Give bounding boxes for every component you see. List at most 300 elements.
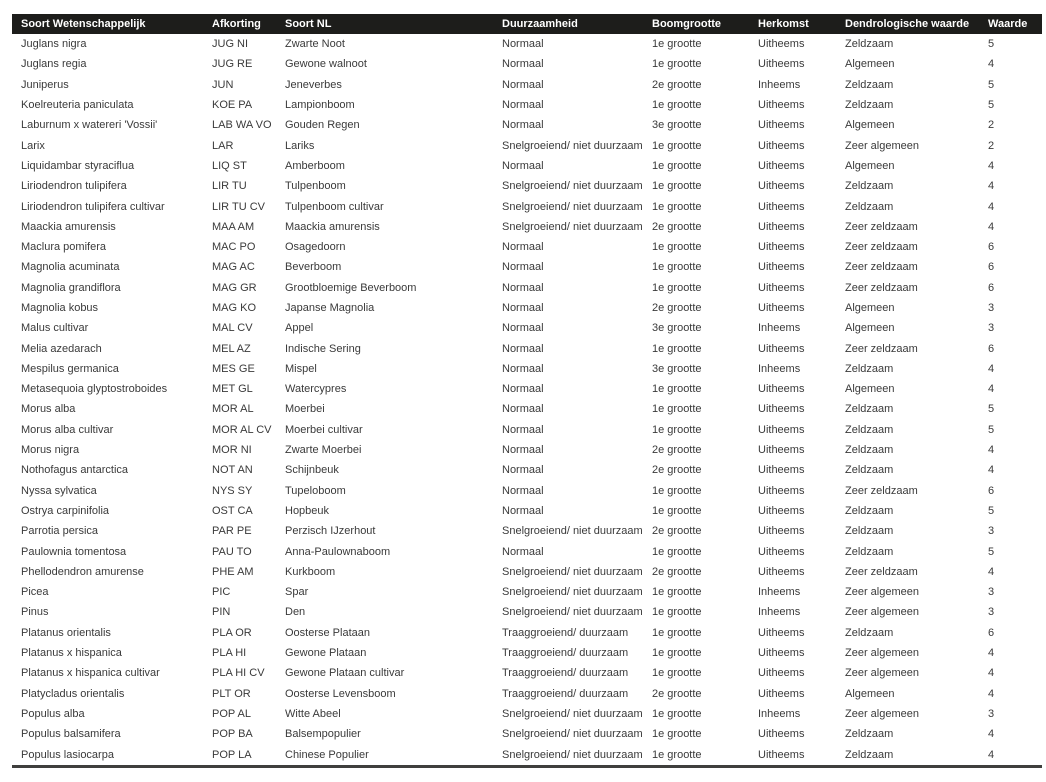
cell-soort-wetenschappelijk: Platanus orientalis bbox=[21, 626, 111, 639]
table-row bbox=[12, 744, 1042, 764]
cell-boomgrootte: 2e grootte bbox=[652, 464, 702, 477]
cell-soort-nl: Den bbox=[285, 606, 306, 619]
cell-duurzaamheid: Normaal bbox=[502, 99, 544, 112]
cell-soort-nl: Hopbeuk bbox=[285, 504, 330, 517]
cell-soort-wetenschappelijk: Malus cultivar bbox=[21, 322, 89, 335]
table-row bbox=[12, 196, 1042, 216]
cell-boomgrootte: 1e grootte bbox=[652, 626, 702, 639]
cell-soort-wetenschappelijk: Magnolia acuminata bbox=[21, 261, 120, 274]
cell-soort-nl: Lampionboom bbox=[285, 99, 355, 112]
cell-duurzaamheid: Traaggroeiend/ duurzaam bbox=[502, 687, 629, 700]
cell-soort-nl: Gewone Plataan cultivar bbox=[285, 667, 405, 680]
cell-afkorting: MES GE bbox=[212, 362, 255, 375]
cell-dendrologische-waarde: Zeldzaam bbox=[845, 728, 894, 741]
cell-afkorting: PLA HI CV bbox=[212, 667, 265, 680]
table-row bbox=[12, 257, 1042, 277]
cell-soort-wetenschappelijk: Magnolia grandiflora bbox=[21, 281, 121, 294]
cell-dendrologische-waarde: Zeer zeldzaam bbox=[845, 342, 918, 355]
table-row bbox=[12, 724, 1042, 744]
table-row bbox=[12, 623, 1042, 643]
cell-waarde: 6 bbox=[988, 261, 995, 274]
cell-afkorting: PHE AM bbox=[212, 565, 254, 578]
cell-soort-nl: Maackia amurensis bbox=[285, 220, 380, 233]
cell-boomgrootte: 1e grootte bbox=[652, 159, 702, 172]
cell-soort-nl: Tulpenboom cultivar bbox=[285, 200, 384, 213]
cell-herkomst: Uitheems bbox=[758, 58, 805, 71]
table-row bbox=[12, 521, 1042, 541]
cell-dendrologische-waarde: Zeldzaam bbox=[845, 464, 894, 477]
cell-boomgrootte: 1e grootte bbox=[652, 139, 702, 152]
cell-soort-wetenschappelijk: Paulownia tomentosa bbox=[21, 545, 127, 558]
cell-herkomst: Uitheems bbox=[758, 647, 805, 660]
cell-herkomst: Uitheems bbox=[758, 139, 805, 152]
cell-duurzaamheid: Normaal bbox=[502, 302, 544, 314]
cell-afkorting: MOR NI bbox=[212, 444, 252, 457]
cell-afkorting: MAG KO bbox=[212, 302, 257, 314]
cell-duurzaamheid: Snelgroeiend/ niet duurzaam bbox=[502, 180, 643, 193]
cell-afkorting: LAR bbox=[212, 139, 234, 152]
cell-dendrologische-waarde: Zeldzaam bbox=[845, 362, 894, 375]
cell-soort-wetenschappelijk: Platanus x hispanica cultivar bbox=[21, 667, 160, 680]
cell-herkomst: Uitheems bbox=[758, 281, 805, 294]
cell-waarde: 6 bbox=[988, 484, 995, 497]
cell-waarde: 2 bbox=[988, 139, 995, 152]
cell-boomgrootte: 1e grootte bbox=[652, 403, 702, 416]
cell-herkomst: Inheems bbox=[758, 362, 801, 375]
cell-duurzaamheid: Normaal bbox=[502, 119, 544, 132]
cell-dendrologische-waarde: Zeer algemeen bbox=[845, 606, 919, 619]
table-row bbox=[12, 663, 1042, 683]
cell-dendrologische-waarde: Zeldzaam bbox=[845, 525, 894, 538]
cell-herkomst: Uitheems bbox=[758, 159, 805, 172]
cell-boomgrootte: 2e grootte bbox=[652, 565, 702, 578]
cell-dendrologische-waarde: Zeer algemeen bbox=[845, 139, 919, 152]
next-page-header-partial bbox=[12, 765, 1042, 768]
table-row bbox=[12, 95, 1042, 115]
cell-waarde: 4 bbox=[988, 464, 995, 477]
cell-dendrologische-waarde: Algemeen bbox=[845, 119, 895, 132]
cell-boomgrootte: 1e grootte bbox=[652, 748, 702, 761]
cell-soort-wetenschappelijk: Juglans nigra bbox=[21, 38, 87, 51]
cell-boomgrootte: 1e grootte bbox=[652, 180, 702, 193]
cell-boomgrootte: 1e grootte bbox=[652, 99, 702, 112]
cell-afkorting: MAA AM bbox=[212, 220, 255, 233]
cell-afkorting: JUN bbox=[212, 78, 234, 91]
cell-waarde: 3 bbox=[988, 707, 995, 720]
table-row bbox=[12, 278, 1042, 298]
cell-dendrologische-waarde: Zeldzaam bbox=[845, 748, 894, 761]
cell-herkomst: Uitheems bbox=[758, 342, 805, 355]
cell-dendrologische-waarde: Zeldzaam bbox=[845, 403, 894, 416]
column-header-waarde: Waarde bbox=[988, 18, 1028, 30]
cell-soort-nl: Gewone walnoot bbox=[285, 58, 367, 71]
cell-soort-wetenschappelijk: Maclura pomifera bbox=[21, 241, 106, 254]
cell-boomgrootte: 2e grootte bbox=[652, 220, 702, 233]
cell-duurzaamheid: Snelgroeiend/ niet duurzaam bbox=[502, 220, 643, 233]
cell-duurzaamheid: Normaal bbox=[502, 322, 544, 335]
cell-dendrologische-waarde: Zeer algemeen bbox=[845, 647, 919, 660]
cell-soort-wetenschappelijk: Liriodendron tulipifera cultivar bbox=[21, 200, 165, 213]
cell-soort-wetenschappelijk: Populus alba bbox=[21, 707, 85, 720]
cell-soort-nl: Chinese Populier bbox=[285, 748, 369, 761]
cell-dendrologische-waarde: Zeldzaam bbox=[845, 78, 894, 91]
cell-boomgrootte: 1e grootte bbox=[652, 667, 702, 680]
table-row bbox=[12, 541, 1042, 561]
cell-duurzaamheid: Normaal bbox=[502, 38, 544, 51]
cell-dendrologische-waarde: Zeldzaam bbox=[845, 626, 894, 639]
column-header-soort-wetenschappelijk: Soort Wetenschappelijk bbox=[21, 18, 146, 30]
cell-duurzaamheid: Normaal bbox=[502, 58, 544, 71]
cell-waarde: 4 bbox=[988, 383, 995, 396]
cell-dendrologische-waarde: Zeer zeldzaam bbox=[845, 565, 918, 578]
cell-boomgrootte: 1e grootte bbox=[652, 728, 702, 741]
cell-herkomst: Inheems bbox=[758, 707, 801, 720]
cell-soort-wetenschappelijk: Larix bbox=[21, 139, 45, 152]
cell-boomgrootte: 1e grootte bbox=[652, 545, 702, 558]
cell-afkorting: POP AL bbox=[212, 707, 251, 720]
cell-boomgrootte: 1e grootte bbox=[652, 241, 702, 254]
cell-boomgrootte: 2e grootte bbox=[652, 444, 702, 457]
cell-afkorting: MOR AL bbox=[212, 403, 254, 416]
cell-waarde: 4 bbox=[988, 728, 995, 741]
cell-boomgrootte: 1e grootte bbox=[652, 504, 702, 517]
cell-herkomst: Uitheems bbox=[758, 444, 805, 457]
cell-duurzaamheid: Normaal bbox=[502, 504, 544, 517]
cell-soort-nl: Spar bbox=[285, 586, 309, 599]
cell-herkomst: Inheems bbox=[758, 606, 801, 619]
cell-soort-wetenschappelijk: Metasequoia glyptostroboides bbox=[21, 383, 168, 396]
cell-waarde: 4 bbox=[988, 444, 995, 457]
table-row bbox=[12, 684, 1042, 704]
cell-soort-wetenschappelijk: Platanus x hispanica bbox=[21, 647, 122, 660]
cell-boomgrootte: 1e grootte bbox=[652, 342, 702, 355]
cell-waarde: 5 bbox=[988, 545, 995, 558]
cell-soort-nl: Gewone Plataan bbox=[285, 647, 367, 660]
cell-waarde: 4 bbox=[988, 362, 995, 375]
cell-soort-wetenschappelijk: Pinus bbox=[21, 606, 49, 619]
cell-afkorting: LIR TU CV bbox=[212, 200, 265, 213]
column-header-boomgrootte: Boomgrootte bbox=[652, 18, 722, 30]
cell-herkomst: Uitheems bbox=[758, 728, 805, 741]
cell-herkomst: Uitheems bbox=[758, 200, 805, 213]
cell-afkorting: PLA OR bbox=[212, 626, 252, 639]
cell-dendrologische-waarde: Zeer zeldzaam bbox=[845, 241, 918, 254]
cell-waarde: 3 bbox=[988, 606, 995, 619]
cell-boomgrootte: 1e grootte bbox=[652, 38, 702, 51]
cell-afkorting: LIR TU bbox=[212, 180, 247, 193]
cell-afkorting: PLT OR bbox=[212, 687, 251, 700]
cell-duurzaamheid: Normaal bbox=[502, 383, 544, 396]
cell-herkomst: Uitheems bbox=[758, 748, 805, 761]
cell-waarde: 4 bbox=[988, 200, 995, 213]
table-row bbox=[12, 338, 1042, 358]
cell-afkorting: PLA HI bbox=[212, 647, 247, 660]
cell-afkorting: MET GL bbox=[212, 383, 253, 396]
cell-dendrologische-waarde: Zeer algemeen bbox=[845, 586, 919, 599]
table-header bbox=[12, 14, 1042, 34]
cell-boomgrootte: 1e grootte bbox=[652, 606, 702, 619]
cell-soort-wetenschappelijk: Juglans regia bbox=[21, 58, 87, 71]
cell-soort-nl: Mispel bbox=[285, 362, 317, 375]
cell-soort-wetenschappelijk: Nyssa sylvatica bbox=[21, 484, 97, 497]
cell-waarde: 6 bbox=[988, 241, 995, 254]
cell-soort-nl: Jeneverbes bbox=[285, 78, 342, 91]
cell-duurzaamheid: Traaggroeiend/ duurzaam bbox=[502, 626, 629, 639]
cell-soort-wetenschappelijk: Morus alba bbox=[21, 403, 76, 416]
cell-waarde: 4 bbox=[988, 647, 995, 660]
table-row bbox=[12, 602, 1042, 622]
cell-herkomst: Inheems bbox=[758, 586, 801, 599]
cell-boomgrootte: 1e grootte bbox=[652, 586, 702, 599]
cell-soort-nl: Beverboom bbox=[285, 261, 342, 274]
cell-waarde: 4 bbox=[988, 687, 995, 700]
cell-boomgrootte: 1e grootte bbox=[652, 484, 702, 497]
cell-soort-nl: Tupeloboom bbox=[285, 484, 346, 497]
cell-afkorting: NOT AN bbox=[212, 464, 253, 477]
cell-soort-wetenschappelijk: Maackia amurensis bbox=[21, 220, 116, 233]
cell-soort-nl: Tulpenboom bbox=[285, 180, 346, 193]
cell-soort-nl: Moerbei cultivar bbox=[285, 423, 363, 436]
cell-afkorting: KOE PA bbox=[212, 99, 253, 112]
cell-soort-nl: Gouden Regen bbox=[285, 119, 360, 132]
cell-herkomst: Uitheems bbox=[758, 626, 805, 639]
table-row bbox=[12, 704, 1042, 724]
cell-soort-wetenschappelijk: Juniperus bbox=[21, 78, 69, 91]
cell-dendrologische-waarde: Zeer zeldzaam bbox=[845, 484, 918, 497]
column-header-herkomst: Herkomst bbox=[758, 18, 809, 30]
cell-herkomst: Uitheems bbox=[758, 687, 805, 700]
cell-waarde: 3 bbox=[988, 586, 995, 599]
cell-boomgrootte: 1e grootte bbox=[652, 281, 702, 294]
cell-afkorting: MOR AL CV bbox=[212, 423, 272, 436]
cell-herkomst: Uitheems bbox=[758, 667, 805, 680]
cell-soort-nl: Zwarte Noot bbox=[285, 38, 345, 51]
cell-waarde: 4 bbox=[988, 58, 995, 71]
species-table bbox=[12, 14, 1042, 765]
column-header-duurzaamheid: Duurzaamheid bbox=[502, 18, 578, 30]
cell-boomgrootte: 2e grootte bbox=[652, 78, 702, 91]
cell-afkorting: PIN bbox=[212, 606, 231, 619]
cell-afkorting: MEL AZ bbox=[212, 342, 251, 355]
cell-dendrologische-waarde: Algemeen bbox=[845, 687, 895, 700]
cell-soort-wetenschappelijk: Melia azedarach bbox=[21, 342, 102, 355]
cell-waarde: 4 bbox=[988, 220, 995, 233]
cell-duurzaamheid: Snelgroeiend/ niet duurzaam bbox=[502, 748, 643, 761]
cell-soort-nl: Watercypres bbox=[285, 383, 347, 396]
cell-boomgrootte: 3e grootte bbox=[652, 119, 702, 132]
table-row bbox=[12, 359, 1042, 379]
cell-soort-wetenschappelijk: Mespilus germanica bbox=[21, 362, 119, 375]
cell-dendrologische-waarde: Zeldzaam bbox=[845, 38, 894, 51]
cell-soort-wetenschappelijk: Morus alba cultivar bbox=[21, 423, 114, 436]
table-row bbox=[12, 562, 1042, 582]
cell-waarde: 5 bbox=[988, 403, 995, 416]
cell-soort-wetenschappelijk: Magnolia kobus bbox=[21, 302, 99, 314]
cell-duurzaamheid: Normaal bbox=[502, 261, 544, 274]
cell-herkomst: Uitheems bbox=[758, 261, 805, 274]
cell-soort-wetenschappelijk: Parrotia persica bbox=[21, 525, 99, 538]
cell-soort-wetenschappelijk: Morus nigra bbox=[21, 444, 80, 457]
cell-boomgrootte: 1e grootte bbox=[652, 261, 702, 274]
cell-soort-nl: Japanse Magnolia bbox=[285, 302, 375, 314]
cell-soort-wetenschappelijk: Liquidambar styraciflua bbox=[21, 159, 135, 172]
cell-herkomst: Uitheems bbox=[758, 403, 805, 416]
cell-herkomst: Uitheems bbox=[758, 545, 805, 558]
cell-dendrologische-waarde: Zeer zeldzaam bbox=[845, 220, 918, 233]
table-row bbox=[12, 501, 1042, 521]
cell-herkomst: Inheems bbox=[758, 322, 801, 335]
cell-dendrologische-waarde: Zeer zeldzaam bbox=[845, 281, 918, 294]
cell-duurzaamheid: Normaal bbox=[502, 484, 544, 497]
cell-waarde: 3 bbox=[988, 322, 995, 335]
cell-duurzaamheid: Normaal bbox=[502, 281, 544, 294]
cell-duurzaamheid: Snelgroeiend/ niet duurzaam bbox=[502, 728, 643, 741]
cell-soort-nl: Witte Abeel bbox=[285, 707, 341, 720]
table-row bbox=[12, 643, 1042, 663]
cell-boomgrootte: 1e grootte bbox=[652, 707, 702, 720]
cell-soort-wetenschappelijk: Phellodendron amurense bbox=[21, 565, 144, 578]
cell-soort-nl: Amberboom bbox=[285, 159, 345, 172]
column-header-soort-nl: Soort NL bbox=[285, 18, 332, 30]
cell-boomgrootte: 1e grootte bbox=[652, 58, 702, 71]
cell-duurzaamheid: Snelgroeiend/ niet duurzaam bbox=[502, 606, 643, 619]
cell-afkorting: POP LA bbox=[212, 748, 252, 761]
cell-afkorting: MAL CV bbox=[212, 322, 253, 335]
table-row bbox=[12, 420, 1042, 440]
cell-dendrologische-waarde: Zeer algemeen bbox=[845, 667, 919, 680]
cell-boomgrootte: 1e grootte bbox=[652, 647, 702, 660]
cell-dendrologische-waarde: Zeldzaam bbox=[845, 444, 894, 457]
cell-waarde: 5 bbox=[988, 504, 995, 517]
cell-soort-nl: Indische Sering bbox=[285, 342, 361, 355]
cell-waarde: 4 bbox=[988, 180, 995, 193]
cell-soort-wetenschappelijk: Populus balsamifera bbox=[21, 728, 121, 741]
cell-soort-nl: Moerbei bbox=[285, 403, 325, 416]
table-row bbox=[12, 237, 1042, 257]
column-header-dendrologische-waarde: Dendrologische waarde bbox=[845, 18, 970, 30]
cell-afkorting: JUG NI bbox=[212, 38, 249, 51]
cell-soort-nl: Balsempopulier bbox=[285, 728, 361, 741]
table-row bbox=[12, 54, 1042, 74]
cell-duurzaamheid: Normaal bbox=[502, 545, 544, 558]
cell-waarde: 2 bbox=[988, 119, 995, 132]
cell-dendrologische-waarde: Zeer zeldzaam bbox=[845, 261, 918, 274]
cell-waarde: 5 bbox=[988, 38, 995, 51]
cell-herkomst: Uitheems bbox=[758, 565, 805, 578]
cell-soort-nl: Lariks bbox=[285, 139, 315, 152]
cell-soort-wetenschappelijk: Ostrya carpinifolia bbox=[21, 504, 110, 517]
cell-duurzaamheid: Normaal bbox=[502, 362, 544, 375]
cell-boomgrootte: 2e grootte bbox=[652, 302, 702, 314]
cell-duurzaamheid: Normaal bbox=[502, 423, 544, 436]
cell-duurzaamheid: Traaggroeiend/ duurzaam bbox=[502, 667, 629, 680]
cell-soort-nl: Perzisch IJzerhout bbox=[285, 525, 376, 538]
cell-waarde: 5 bbox=[988, 78, 995, 91]
cell-soort-wetenschappelijk: Liriodendron tulipifera bbox=[21, 180, 127, 193]
cell-soort-wetenschappelijk: Platycladus orientalis bbox=[21, 687, 125, 700]
cell-duurzaamheid: Snelgroeiend/ niet duurzaam bbox=[502, 586, 643, 599]
cell-waarde: 4 bbox=[988, 667, 995, 680]
table-row bbox=[12, 75, 1042, 95]
cell-waarde: 6 bbox=[988, 342, 995, 355]
cell-dendrologische-waarde: Zeer algemeen bbox=[845, 707, 919, 720]
cell-afkorting: JUG RE bbox=[212, 58, 253, 71]
cell-soort-nl: Oosterse Plataan bbox=[285, 626, 370, 639]
cell-afkorting: PAU TO bbox=[212, 545, 252, 558]
table-header-row bbox=[12, 14, 1042, 34]
cell-dendrologische-waarde: Algemeen bbox=[845, 383, 895, 396]
cell-herkomst: Uitheems bbox=[758, 464, 805, 477]
cell-waarde: 6 bbox=[988, 626, 995, 639]
table-body bbox=[12, 34, 1042, 765]
cell-herkomst: Uitheems bbox=[758, 220, 805, 233]
cell-boomgrootte: 3e grootte bbox=[652, 362, 702, 375]
cell-soort-nl: Zwarte Moerbei bbox=[285, 444, 362, 457]
cell-herkomst: Uitheems bbox=[758, 180, 805, 193]
cell-waarde: 6 bbox=[988, 281, 995, 294]
column-header-afkorting: Afkorting bbox=[212, 18, 261, 30]
table-row bbox=[12, 481, 1042, 501]
cell-dendrologische-waarde: Algemeen bbox=[845, 302, 895, 314]
table-row bbox=[12, 399, 1042, 419]
cell-boomgrootte: 3e grootte bbox=[652, 322, 702, 335]
cell-soort-wetenschappelijk: Picea bbox=[21, 586, 49, 599]
table-row bbox=[12, 176, 1042, 196]
cell-dendrologische-waarde: Zeldzaam bbox=[845, 180, 894, 193]
cell-soort-nl: Osagedoorn bbox=[285, 241, 346, 254]
cell-herkomst: Uitheems bbox=[758, 302, 805, 314]
cell-duurzaamheid: Normaal bbox=[502, 403, 544, 416]
cell-duurzaamheid: Normaal bbox=[502, 159, 544, 172]
table-row bbox=[12, 217, 1042, 237]
cell-soort-nl: Appel bbox=[285, 322, 314, 335]
cell-duurzaamheid: Normaal bbox=[502, 444, 544, 457]
cell-soort-nl: Schijnbeuk bbox=[285, 464, 339, 477]
cell-duurzaamheid: Normaal bbox=[502, 464, 544, 477]
cell-herkomst: Uitheems bbox=[758, 484, 805, 497]
cell-duurzaamheid: Snelgroeiend/ niet duurzaam bbox=[502, 565, 643, 578]
cell-waarde: 4 bbox=[988, 565, 995, 578]
cell-dendrologische-waarde: Algemeen bbox=[845, 159, 895, 172]
cell-herkomst: Uitheems bbox=[758, 38, 805, 51]
cell-duurzaamheid: Snelgroeiend/ niet duurzaam bbox=[502, 525, 643, 538]
table-row bbox=[12, 298, 1042, 318]
cell-soort-wetenschappelijk: Laburnum x watereri 'Vossii' bbox=[21, 119, 158, 132]
cell-herkomst: Uitheems bbox=[758, 383, 805, 396]
cell-dendrologische-waarde: Zeldzaam bbox=[845, 200, 894, 213]
cell-soort-nl: Oosterse Levensboom bbox=[285, 687, 396, 700]
cell-boomgrootte: 1e grootte bbox=[652, 383, 702, 396]
cell-herkomst: Inheems bbox=[758, 78, 801, 91]
cell-afkorting: LIQ ST bbox=[212, 159, 247, 172]
table-row bbox=[12, 582, 1042, 602]
cell-soort-nl: Anna-Paulownaboom bbox=[285, 545, 391, 558]
cell-waarde: 4 bbox=[988, 748, 995, 761]
cell-dendrologische-waarde: Zeldzaam bbox=[845, 99, 894, 112]
table-row bbox=[12, 34, 1042, 54]
cell-herkomst: Uitheems bbox=[758, 525, 805, 538]
cell-duurzaamheid: Normaal bbox=[502, 78, 544, 91]
table-row bbox=[12, 379, 1042, 399]
cell-waarde: 5 bbox=[988, 423, 995, 436]
table-row bbox=[12, 156, 1042, 176]
cell-boomgrootte: 2e grootte bbox=[652, 525, 702, 538]
cell-herkomst: Uitheems bbox=[758, 119, 805, 132]
cell-boomgrootte: 1e grootte bbox=[652, 423, 702, 436]
cell-afkorting: NYS SY bbox=[212, 484, 253, 497]
cell-herkomst: Uitheems bbox=[758, 241, 805, 254]
cell-dendrologische-waarde: Algemeen bbox=[845, 322, 895, 335]
